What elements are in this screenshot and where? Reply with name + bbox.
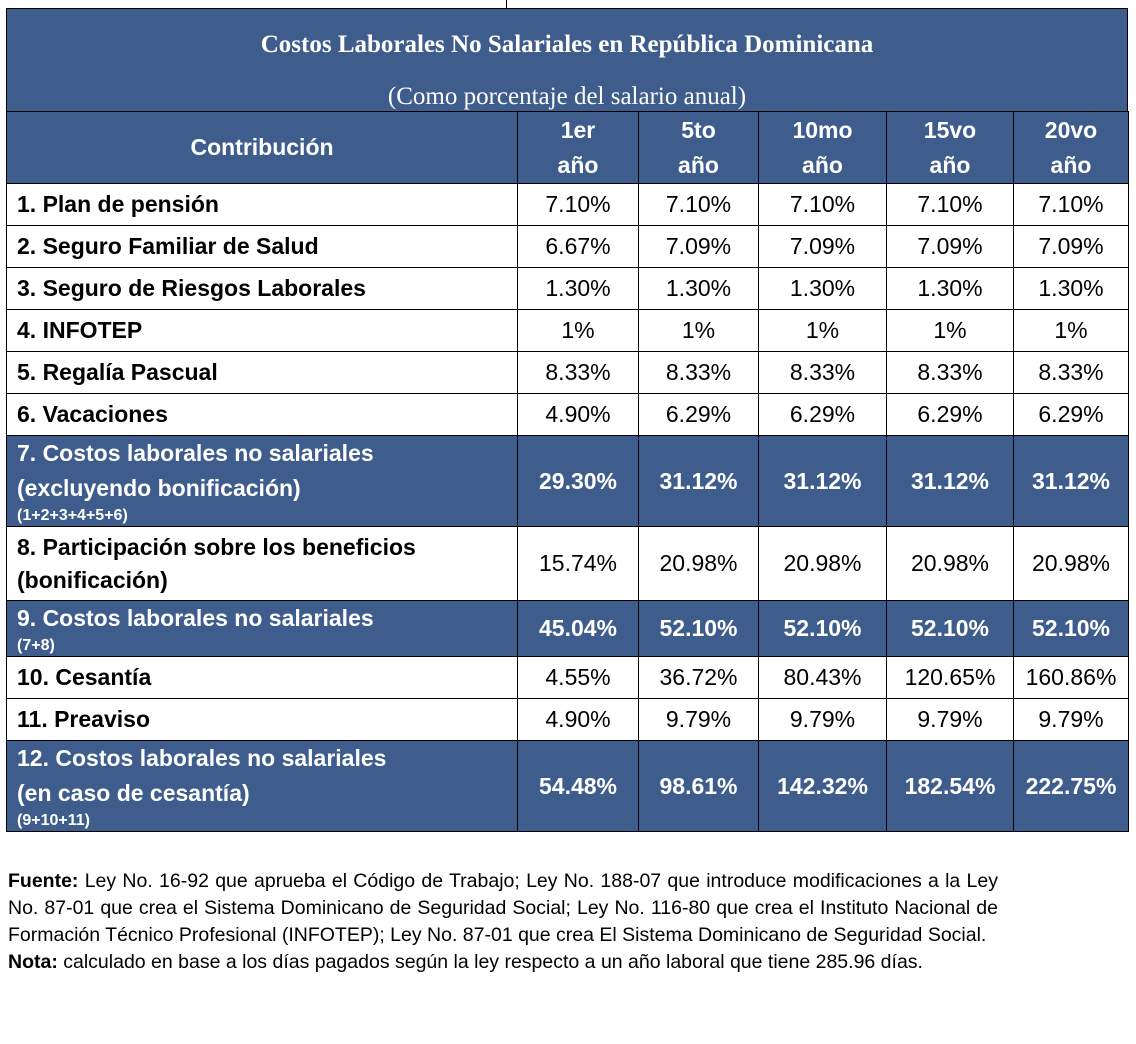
table-row — [7, 310, 1129, 352]
cell-value: 6.29% — [887, 394, 1014, 436]
cell-value: 52.10% — [759, 601, 887, 657]
subtotal-row — [7, 601, 1129, 657]
cell-value: 1.30% — [759, 268, 887, 310]
table-title: Costos Laborales No Salariales en República Dominicana — [260, 31, 874, 58]
table-row — [7, 226, 1129, 268]
cell-value: 7.09% — [887, 226, 1014, 268]
table-title-box — [6, 8, 1128, 112]
note-text: calculado en base a los días pagados según la ley respecto a un año laboral que tiene 285.96 días. — [57, 951, 923, 973]
cell-value: 36.72% — [639, 657, 759, 699]
cell-value: 1.30% — [639, 268, 759, 310]
total-row — [7, 741, 1129, 832]
cell-value: 1% — [1014, 310, 1129, 352]
footnotes — [8, 868, 998, 976]
cell-value: 160.86% — [1014, 657, 1129, 699]
cell-value: 6.67% — [518, 226, 639, 268]
row-label: 1. Plan de pensión — [7, 184, 518, 226]
cell-value: 8.33% — [759, 352, 887, 394]
cell-value: 6.29% — [1014, 394, 1129, 436]
cell-value: 7.09% — [1014, 226, 1129, 268]
cell-value: 20.98% — [639, 527, 759, 601]
header-year-1: 1er año — [518, 112, 639, 184]
cell-value: 7.10% — [518, 184, 639, 226]
cell-value: 31.12% — [759, 436, 887, 527]
cell-value: 222.75% — [1014, 741, 1129, 832]
cell-value: 1.30% — [518, 268, 639, 310]
row-label: 3. Seguro de Riesgos Laborales — [7, 268, 518, 310]
subtotal-row — [7, 436, 1129, 527]
row-label: 10. Cesantía — [7, 657, 518, 699]
cell-value: 52.10% — [639, 601, 759, 657]
cell-value: 9.79% — [759, 699, 887, 741]
cell-value: 8.33% — [639, 352, 759, 394]
cell-value: 45.04% — [518, 601, 639, 657]
cell-value: 29.30% — [518, 436, 639, 527]
table-row — [7, 268, 1129, 310]
note-label: Nota: — [8, 951, 58, 973]
cell-value: 8.33% — [1014, 352, 1129, 394]
cell-value: 7.10% — [759, 184, 887, 226]
row-label: 8. Participación sobre los beneficios (bonificación) — [7, 527, 518, 601]
row-label: 9. Costos laborales no salariales (7+8) — [7, 601, 518, 657]
table-subtitle: (Como porcentaje del salario anual) — [387, 83, 747, 110]
cell-value: 1.30% — [1014, 268, 1129, 310]
cell-value: 120.65% — [887, 657, 1014, 699]
source-note — [8, 868, 998, 949]
method-note — [8, 949, 968, 976]
header-year-5: 5to año — [639, 112, 759, 184]
cell-value: 7.10% — [1014, 184, 1129, 226]
cell-value: 1% — [518, 310, 639, 352]
row-label: 5. Regalía Pascual — [7, 352, 518, 394]
row-label: 2. Seguro Familiar de Salud — [7, 226, 518, 268]
header-contribution: Contribución — [7, 112, 518, 184]
cell-value: 15.74% — [518, 527, 639, 601]
cell-value: 142.32% — [759, 741, 887, 832]
cell-value: 4.90% — [518, 699, 639, 741]
source-label: Fuente: — [8, 870, 79, 892]
header-year-15: 15vo año — [887, 112, 1014, 184]
cell-value: 52.10% — [887, 601, 1014, 657]
cell-value: 8.33% — [887, 352, 1014, 394]
cell-value: 6.29% — [759, 394, 887, 436]
cell-value: 7.09% — [759, 226, 887, 268]
cell-value: 1% — [887, 310, 1014, 352]
cell-value: 9.79% — [639, 699, 759, 741]
cell-value: 20.98% — [1014, 527, 1129, 601]
table-header-row — [7, 112, 1129, 184]
table-row — [7, 184, 1129, 226]
table-row — [7, 394, 1129, 436]
cell-value: 1% — [759, 310, 887, 352]
row-label: 12. Costos laborales no salariales (en caso de cesantía) (9+10+11) — [7, 741, 518, 832]
row-formula: (9+10+11) — [17, 812, 90, 829]
cell-value: 4.90% — [518, 394, 639, 436]
row-label: 4. INFOTEP — [7, 310, 518, 352]
cell-value: 182.54% — [887, 741, 1014, 832]
source-text: Ley No. 16-92 que aprueba el Código de Trabajo; Ley No. 188-07 que introduce modificaciones a la Ley No. 87-01 que crea el Sistema Dominicano de Seguridad Social; Ley No. 116-80 que crea el Instituto Nacional de Formación Técnico Profesional (INFOTEP); Ley No. 87-01 que crea El Sistema Dominicano de Seguridad Social. — [8, 870, 998, 946]
table-row — [7, 657, 1129, 699]
cell-value: 1.30% — [887, 268, 1014, 310]
cell-value: 9.79% — [887, 699, 1014, 741]
header-year-20: 20vo año — [1014, 112, 1129, 184]
table-row — [7, 699, 1129, 741]
cell-value: 20.98% — [759, 527, 887, 601]
row-label: 11. Preaviso — [7, 699, 518, 741]
cell-value: 1% — [639, 310, 759, 352]
header-year-10: 10mo año — [759, 112, 887, 184]
cell-value: 52.10% — [1014, 601, 1129, 657]
table-row — [7, 527, 1129, 601]
cell-value: 31.12% — [639, 436, 759, 527]
cell-value: 80.43% — [759, 657, 887, 699]
cell-value: 20.98% — [887, 527, 1014, 601]
cell-value: 31.12% — [1014, 436, 1129, 527]
cell-value: 7.10% — [887, 184, 1014, 226]
cell-value: 9.79% — [1014, 699, 1129, 741]
cell-value: 98.61% — [639, 741, 759, 832]
cell-value: 7.10% — [639, 184, 759, 226]
row-formula: (7+8) — [17, 637, 55, 654]
cell-value: 4.55% — [518, 657, 639, 699]
row-label: 7. Costos laborales no salariales (excluyendo bonificación) (1+2+3+4+5+6) — [7, 436, 518, 527]
cell-value: 6.29% — [639, 394, 759, 436]
cell-value: 54.48% — [518, 741, 639, 832]
cell-value: 8.33% — [518, 352, 639, 394]
row-formula: (1+2+3+4+5+6) — [17, 507, 128, 524]
row-label: 6. Vacaciones — [7, 394, 518, 436]
top-divider-mark — [506, 0, 507, 8]
cell-value: 31.12% — [887, 436, 1014, 527]
labor-costs-table — [6, 111, 1129, 832]
cell-value: 7.09% — [639, 226, 759, 268]
table-row — [7, 352, 1129, 394]
